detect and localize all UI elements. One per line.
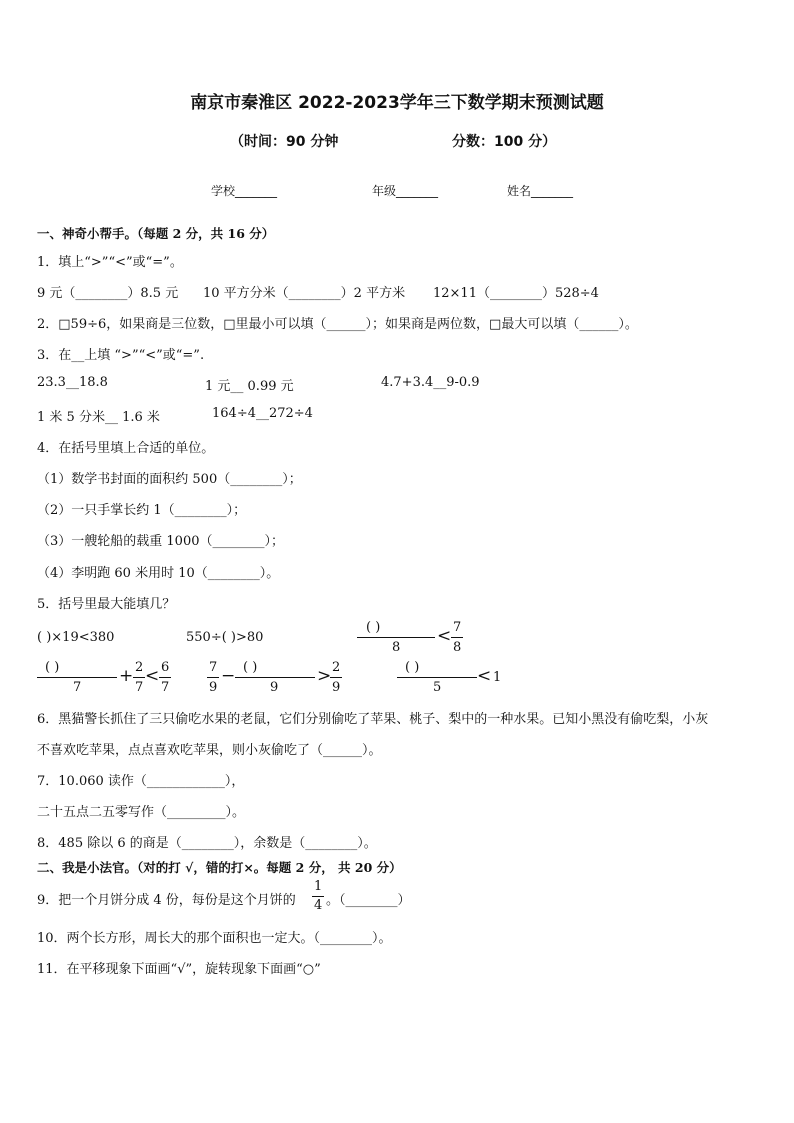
fraction-bar — [207, 677, 219, 678]
greater-than-sign: > — [317, 666, 332, 686]
question-7-line-2: 二十五点二五零写作（_________）。 — [37, 805, 246, 820]
denominator: 8 — [392, 640, 401, 655]
denominator: 7 — [135, 680, 144, 695]
question-2: 2．□59÷6，如果商是三位数，□里最小可以填（______）；如果商是两位数，□最大可以填（______）。 — [37, 317, 638, 332]
school-field: 学校_______ — [211, 184, 278, 198]
question-11: 11．在平移现象下面画“√”，旋转现象下面画“○” — [37, 962, 321, 977]
numerator: 6 — [161, 660, 170, 675]
fraction-bar — [397, 677, 477, 678]
less-than-sign: < — [437, 626, 452, 646]
fraction-bar — [159, 677, 171, 678]
fraction-bar — [235, 677, 315, 678]
fraction-bar — [357, 637, 435, 638]
numerator-blank: ( ) — [405, 660, 420, 675]
question-3-item: 4.7+3.4__9-0.9 — [381, 375, 480, 390]
fraction-bar — [37, 677, 117, 678]
fraction-expression — [37, 660, 177, 700]
page-title: 南京市秦淮区 2022-2023学年三下数学期末预测试题 — [190, 93, 604, 113]
less-than-sign: < — [477, 666, 492, 686]
numerator-blank: ( ) — [243, 660, 258, 675]
fraction-bar — [330, 677, 342, 678]
fraction-expression — [207, 660, 347, 700]
value-one: 1 — [493, 670, 502, 685]
minus-sign: − — [221, 666, 236, 686]
numerator: 7 — [209, 660, 218, 675]
question-3-item: 23.3__18.8 — [37, 375, 108, 390]
question-10: 10．两个长方形，周长大的那个面积也一定大。（________）。 — [37, 931, 392, 946]
denominator: 4 — [314, 898, 323, 913]
grade-field: 年级_______ — [372, 184, 439, 198]
exam-score: 分数：100 分） — [452, 134, 557, 150]
question-3-item: 164÷4__272÷4 — [212, 406, 313, 421]
fraction-bar — [451, 637, 463, 638]
question-3-item: 1 米 5 分米__ 1.6 米 — [37, 410, 160, 425]
question-7-line-1: 7．10.060 读作（____________）， — [37, 774, 245, 789]
fraction-bar — [312, 896, 324, 897]
numerator: 2 — [332, 660, 341, 675]
question-6-line-2: 不喜欢吃苹果，点点喜欢吃苹果，则小灰偷吃了（______）。 — [37, 743, 382, 758]
question-5-expr-a: ( )×19<380 — [37, 630, 115, 645]
plus-sign: + — [119, 666, 134, 686]
question-4: 4．在括号里填上合适的单位。 — [37, 441, 215, 456]
question-1: 1．填上“>”“<”或“=”。 — [37, 255, 183, 270]
question-4-item: （3）一艘轮船的载重 1000（________）； — [37, 534, 284, 549]
question-9-answer: 。（________） — [326, 893, 411, 908]
numerator-blank: ( ) — [366, 620, 381, 635]
less-than-sign: < — [145, 666, 160, 686]
question-4-item: （1）数学书封面的面积约 500（________）； — [37, 472, 302, 487]
question-3-item: 1 元__ 0.99 元 — [205, 379, 294, 394]
fraction-expression — [397, 660, 507, 700]
question-5: 5．括号里最大能填几？ — [37, 597, 176, 612]
denominator: 9 — [270, 680, 279, 695]
question-5-expr-b: 550÷( )>80 — [186, 630, 264, 645]
numerator: 7 — [453, 620, 462, 635]
section-2-heading: 二、我是小法官。（对的打 √，错的打×。每题 2 分， 共 20 分） — [37, 860, 402, 875]
denominator: 7 — [73, 680, 82, 695]
fraction-bar — [133, 677, 145, 678]
name-field: 姓名_______ — [507, 184, 574, 198]
denominator: 8 — [453, 640, 462, 655]
fraction-one-quarter — [312, 879, 326, 919]
numerator: 1 — [314, 879, 323, 894]
question-1-item: 12×11（________）528÷4 — [433, 286, 599, 301]
denominator: 9 — [332, 680, 341, 695]
question-4-item: （4）李明跑 60 米用时 10（________）。 — [37, 566, 280, 581]
denominator: 9 — [209, 680, 218, 695]
fraction-expression — [357, 620, 477, 660]
question-1-item: 9 元（________）8.5 元 — [37, 286, 179, 301]
numerator-blank: ( ) — [45, 660, 60, 675]
question-3: 3．在__上填 “>”“<”或“=”. — [37, 348, 205, 363]
exam-time: （时间：90 分钟 — [230, 134, 339, 150]
question-6-line-1: 6．黑猫警长抓住了三只偷吃水果的老鼠，它们分别偷吃了苹果、桃子、梨中的一种水果。已知小黑没有偷吃梨，小灰 — [37, 712, 709, 727]
question-8: 8．485 除以 6 的商是（________），余数是（________）。 — [37, 836, 377, 851]
denominator: 7 — [161, 680, 170, 695]
question-9-text: 9．把一个月饼分成 4 份，每份是这个月饼的 — [37, 893, 296, 908]
numerator: 2 — [135, 660, 144, 675]
denominator: 5 — [433, 680, 442, 695]
section-1-heading: 一、神奇小帮手。（每题 2 分，共 16 分） — [37, 226, 275, 241]
question-1-item: 10 平方分米（________）2 平方米 — [203, 286, 406, 301]
question-4-item: （2）一只手掌长约 1（________）； — [37, 503, 247, 518]
